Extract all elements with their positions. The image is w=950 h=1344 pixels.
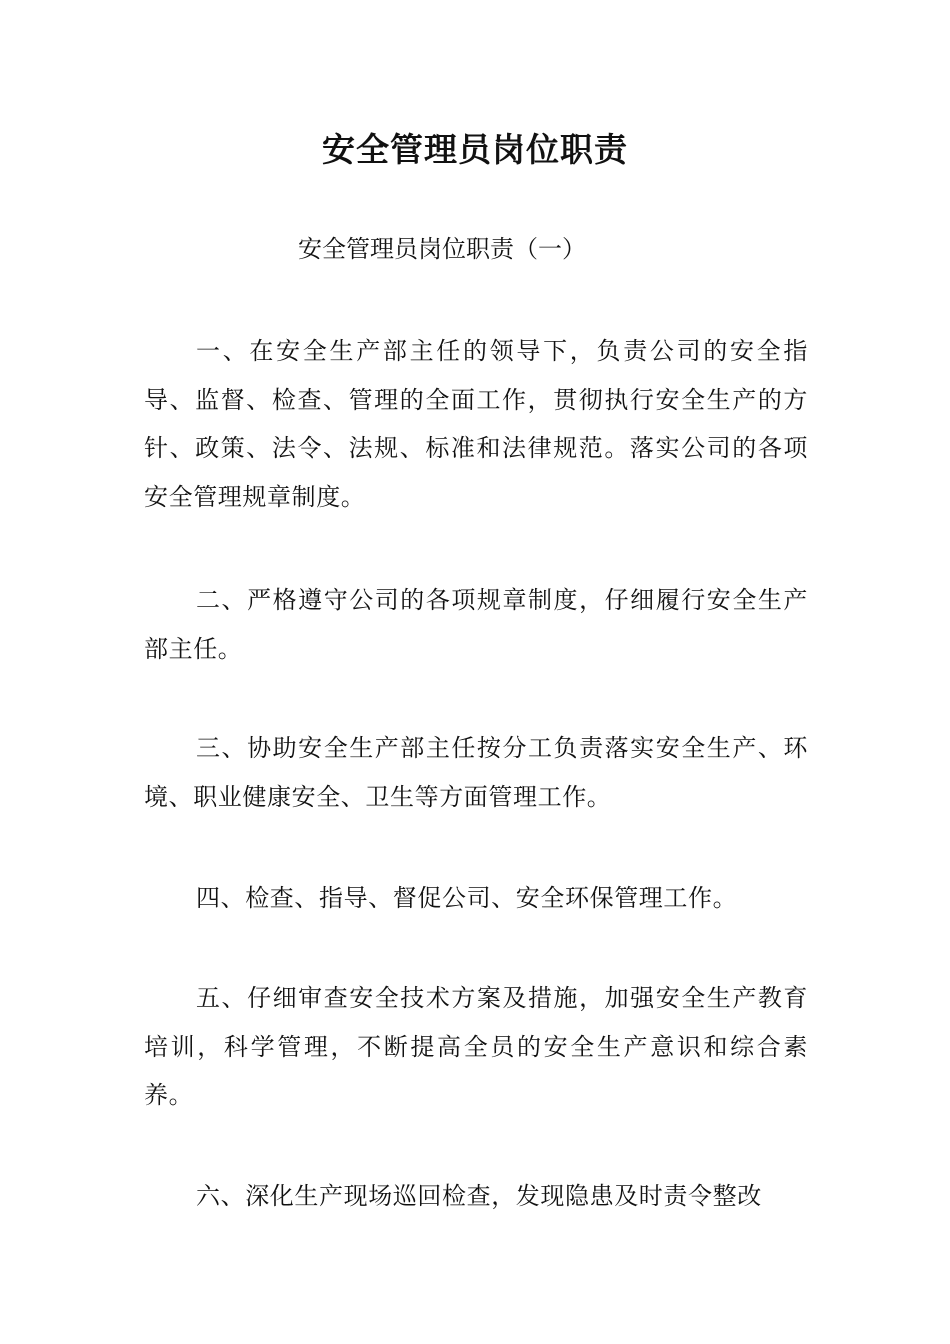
paragraph-3: 三、协助安全生产部主任按分工负责落实安全生产、环境、职业健康安全、卫生等方面管理工作。 [144, 734, 808, 811]
document-subtitle: 安全管理员岗位职责（一） [298, 235, 586, 263]
paragraph-4: 四、检查、指导、督促公司、安全环保管理工作。 [196, 884, 738, 912]
document-title: 安全管理员岗位职责 [322, 130, 628, 169]
paragraph-2: 二、严格遵守公司的各项规章制度，仔细履行安全生产部主任。 [144, 586, 808, 663]
paragraph-5: 五、仔细审查安全技术方案及措施，加强安全生产教育培训，科学管理，不断提高全员的安全生产意识和综合素养。 [144, 984, 808, 1109]
paragraph-6: 六、深化生产现场巡回检查，发现隐患及时责令整改 [196, 1182, 762, 1210]
paragraph-1: 一、在安全生产部主任的领导下，负责公司的安全指导、监督、检查、管理的全面工作，贯彻执行安全生产的方针、政策、法令、法规、标准和法律规范。落实公司的各项安全管理规章制度。 [144, 337, 808, 511]
